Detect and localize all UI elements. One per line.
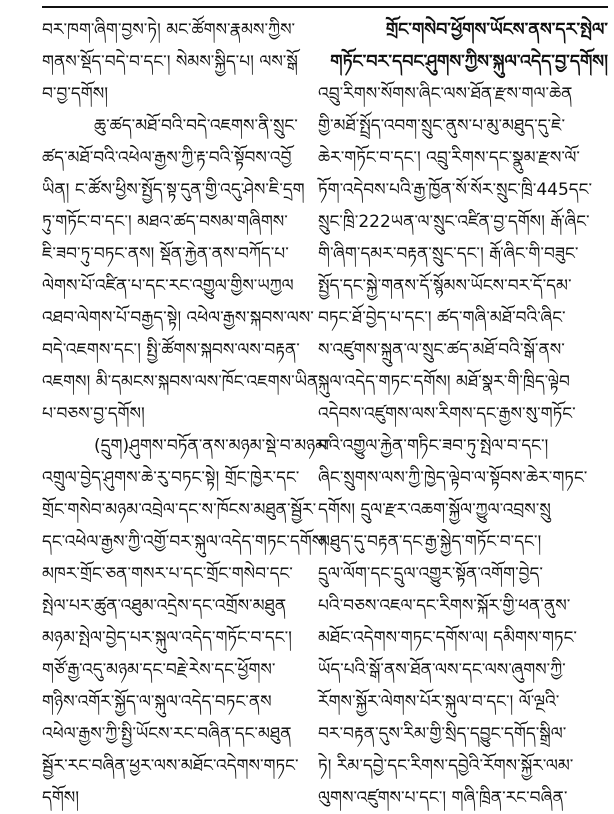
left-line-9: ལེགས་པོ་འཛིན་པ་དང་རང་འགྱུལ་གྱིས་ཡཀྱལ [42,276,294,296]
left-column [42,14,331,808]
right-line-14: བའི་འགྱུལ་རྐྱེན་གཏིང་ཟབ་ཏུ་སྤེལ་བ་དང་། [318,436,549,456]
left-line-24: སྦྱོར་རང་བཞིན་ཕྱར་ལས་མཐོང་འདེགས་གཏང་ [42,756,299,776]
left-line-13: པ་བཅས་བྱ་དགོས། [42,404,145,424]
right-line-17: མཐུད་དུ་བརྟན་དང་རྒྱ་སྐྱེད་གཏོང་བ་དང་། [318,532,542,552]
right-line-23: བར་བརྟན་དུས་རིམ་གྱི་སྲིད་དབྱུང་དགོད་སྒྲིལ་ [318,724,567,744]
right-line-15: ཞིང་སྲུགས་ལས་ཀྱི་ཁྱེད་ལྟེབ་ལ་སྟོབས་ཆེར་གཏང་ [318,468,588,488]
left-line-25: དགོས། [42,788,80,808]
left-line-10: འཐབ་ལེགས་པོ་བརྒྱད་སྟེ། འཕེལ་རྒྱས་སྐབས་ལས་ [42,308,314,328]
left-line-5: ཚད་མཐོ་བའི་འཕེལ་རྒྱས་ཀྱི་རྟ་བའི་སྟོབས་འབྱོ [42,148,292,168]
section-heading: གྲོང་གསེབ་ཕྱོགས་ཡོངས་ནས་དར་སྤེལ་ [385,20,608,40]
left-line-15: འགྲུལ་བྱེད་ཤུགས་ཆེ་རུ་བཏང་སྟེ། གྲོང་ཁྱེར་དང་ [42,468,300,488]
left-line-14: (དྲུག)ཤུགས་བཏོན་ནས་མཉམ་སྡེ་བ་མཉམ་ [94,436,331,456]
right-line-3: འབྲུ་རིགས་སོགས་ཞིང་ལས་ཐོན་རྫས་གལ་ཆེན [318,84,573,104]
left-line-6: ཡིན། ང་ཚོས་ཕྱིས་སྤྱོད་སྟ་དུན་གྱི་འདུ་ཤེས་ཇི་དྲག [42,180,305,200]
left-line-22: གཉིས་འགོར་སྐྱོད་ལ་སྐུལ་འདེད་བཏང་ནས [42,692,272,712]
left-line-1: བར་ཁག་ཞིག་བྱས་ཏེ། མང་ཚོགས་རྣམས་ཀྱིས་ [42,20,296,40]
left-line-7: ཏུ་གཏོང་བ་དང་། མཐའ་ཚད་བསམ་གཞིགས་ [42,212,288,232]
right-line-12: སྐུལ་འདེད་གཏང་དགོས། མཐོ་སྣར་གི་ཁྲིད་ལྟེབ [318,372,570,392]
right-line-5: ཆེར་གཏོང་བ་དང་། འབྲུ་རིགས་དང་སྣུམ་རྫས་ལོ་ [318,148,580,168]
right-line-21: ཡོད་པའི་སྒོ་ནས་ཐོན་ལས་དང་ལས་ཞུགས་ཀྱི་ [318,660,566,680]
section-heading-continued: གཏོང་བར་དབང་ཤུགས་ཀྱིས་སྐུལ་འདེད་བྱ་དགོས། [330,52,608,72]
right-line-16: དགོས། དྲུལ་རྫར་འཆག་སྐྱོལ་ཀྱུལ་འབྲས་སྲུ [318,500,551,520]
right-line-18: དྲུལ་ལོག་དང་དྲུལ་འགྱུར་སྟོན་འགོག་བྱེད་ [318,564,543,584]
right-line-19: པའི་བཅས་འཇལ་དང་རིགས་སྐོར་གྱི་ཕན་ནུས་ [318,596,571,616]
right-line-11: ས་འཛུགས་སྐྲུན་ལ་སྲུང་ཚད་མཐོ་བའི་སྒོ་ནས་ [318,340,565,360]
left-line-8: ཇི་ཟབ་ཏུ་བཏང་ནས། སྡོན་རྐྱེན་ནས་བཀོད་པ་ [42,244,289,264]
right-line-7: སྲུང་ཁྲི་222ཡན་ལ་སྲུང་འཛིན་བྱ་དགོས། རྒོ་ཞིང་ [318,212,590,232]
right-line-22: རོགས་སྐྱོར་ལེགས་པོར་སྐུལ་བ་དང་། ལོ་ལྔའི་ [318,692,560,712]
right-line-24: ཏེ། རིམ་དབྱེ་དང་རིགས་དབྱེའི་རོགས་སྐྱོར་ལམ་ [318,756,574,776]
left-line-2: གནས་སྡོད་བདེ་བ་དང་། སེམས་སྐྱིད་པ། ལས་སྒོ [42,52,298,72]
left-line-17: དང་འཕེལ་རྒྱས་ཀྱི་འགྱོ་བར་སྐུལ་འདེད་གཏང་དགོས། [42,532,327,552]
right-line-4: གྱི་མཐོ་སྤྲོད་འབག་སྲུང་ནུས་པ་མུ་མཐུད་དུ་ཇེ་ [318,116,566,136]
left-line-20: མཉམ་སྤེལ་བྱེད་པར་སྐུལ་འདེད་གཏོང་བ་དང་། [42,628,292,648]
left-line-21: གཙོ་རྒྱ་འདུ་མཉམ་དང་བརྗེ་རེས་དང་ཕྱོགས་ [42,660,276,680]
right-column [318,14,608,808]
right-line-10: བཏང་ཐོ་བྱེད་པ་དང་། ཚད་གཞི་མཐོ་བའི་ཞིང་ [318,308,566,328]
right-line-13: འདེབས་འཛུགས་ལས་རིགས་དང་རྒྱས་སུ་གཏོང་ [318,404,576,424]
right-line-8: གི་ཞིག་དམར་བརྟན་སྲུང་དང་། རྒོ་ཞིང་གི་བཟུང་ [318,244,579,264]
right-line-25: ལུགས་འཛུགས་པ་དང་། གཞི་ཁྲིན་རང་བཞིན་ [318,788,568,808]
left-line-16: གྲོང་གསེབ་མཉམ་འབྲེལ་དང་ས་ཁོངས་མཐུན་སྦྱོར་ [42,500,317,520]
left-line-23: འཕེལ་རྒྱས་ཀྱི་སྤྱི་ཡོངས་རང་བཞིན་དང་མཐུན [42,724,292,744]
left-line-19: སྤེལ་པར་ཚུན་འཐུམ་འདྲེས་དང་འགྲོས་མཐུན [42,596,287,616]
left-line-18: མཁར་གྲོང་ཅན་གསར་པ་དང་གྲོང་གསེབ་དང་ [42,564,293,584]
left-line-12: འཇགས། མི་དམངས་སྐབས་ལས་ཁོང་འཇགས་ཡིན་ [42,372,322,392]
top-rule [42,6,608,8]
left-line-11: བདེ་འཇགས་དང་། སྤྱི་ཚོགས་སྐབས་ལས་བརྟན་ [42,340,300,360]
left-line-3: བ་བྱ་དགོས། [42,84,108,104]
right-line-9: སྤྱོད་དང་སྐྱེ་གནས་དོ་སྙོམས་ཡོངས་བར་དོ་དམ་ [318,276,572,296]
right-line-20: མཐོང་འདེགས་གཏང་དགོས་ལ། དམིགས་གཏང་ [318,628,577,648]
right-line-6: ཏོག་འདེབས་པའི་རྒྱ་ཁྱོན་སོ་སོར་སྲུང་ཁྲི་445དང་ [318,180,593,200]
left-line-4: ཆུ་ཚད་མཐོ་བའི་བདེ་འཇགས་ནི་སྲུང་ [94,116,298,136]
